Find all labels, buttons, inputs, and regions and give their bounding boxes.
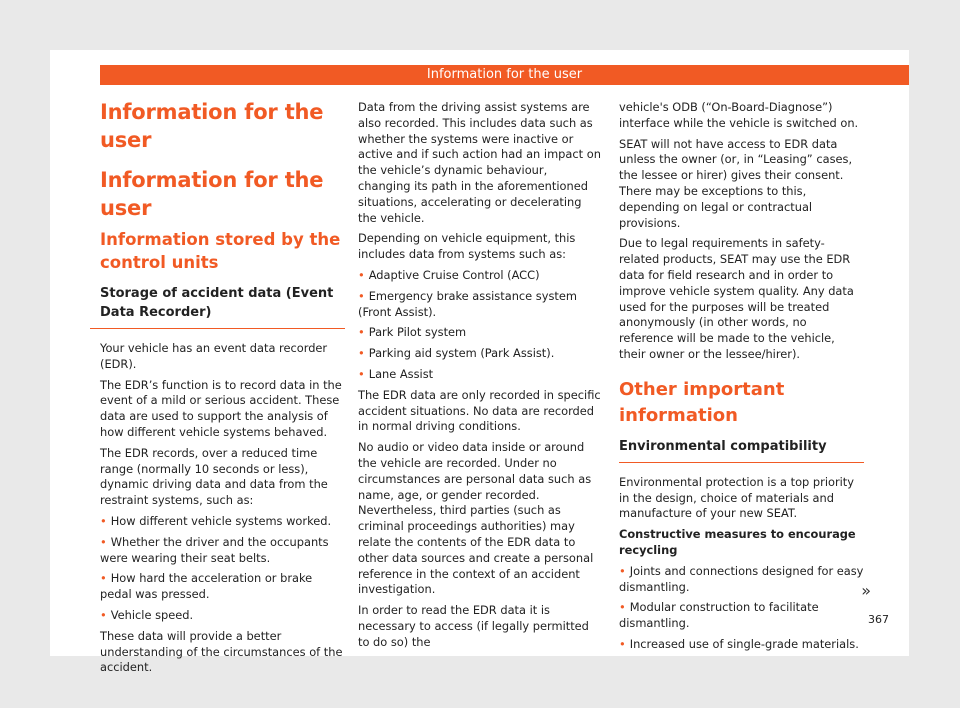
- list-item: • Modular construction to facilitate dismantling.: [619, 600, 864, 632]
- paragraph: In order to read the EDR data it is necessary to access (if legally permitted to do so) the: [358, 603, 589, 649]
- list-item: • Increased use of single-grade materials.: [619, 637, 864, 653]
- column-2: [358, 100, 603, 656]
- paragraph: Due to legal requirements in safety-related products, SEAT may use the EDR data for field research and in order to improve vehicle system quality. Any data used for the purposes will be treated anonymously (in other words, no reference will be made to the vehicle, their owner or the lessee/hirer).: [619, 236, 854, 361]
- list-item: • Lane Assist: [358, 367, 603, 383]
- list-item: • Adaptive Cruise Control (ACC): [358, 268, 603, 284]
- topic-title: Storage of accident data (Event Data Recorder): [90, 284, 345, 329]
- list-item: • How different vehicle systems worked.: [100, 514, 345, 530]
- page: [50, 50, 909, 675]
- paragraph: These data will provide a better understanding of the circumstances of the accident.: [100, 628, 343, 675]
- list-item: • How hard the acceleration or brake pedal was pressed.: [100, 571, 345, 603]
- paragraph: The EDR’s function is to record data in the event of a mild or serious accident. These data are used to support the analysis of how different vehicle systems behaved.: [100, 377, 342, 439]
- paragraph: vehicle's ODB (“On-Board-Diagnose”) interface while the vehicle is switched on.: [619, 100, 859, 130]
- paragraph: No audio or video data inside or around the vehicle are recorded. Under no circumstances are personal data such as name, age, or gender recorded. Nevertheless, third parties (such as criminal proceedings authorities) may relate the contents of the EDR data to other data sources and create a personal reference in the context of an accident investigation.: [358, 440, 594, 597]
- list-item: • Park Pilot system: [358, 325, 603, 341]
- column-1: [100, 98, 345, 681]
- paragraph: Your vehicle has an event data recorder (EDR).: [100, 341, 328, 371]
- list-item: • Joints and connections designed for easy dismantling.: [619, 564, 864, 596]
- running-header: Information for the user: [100, 65, 909, 85]
- paragraph: The EDR data are only recorded in specific accident situations. No data are recorded in normal driving conditions.: [358, 387, 601, 434]
- paragraph: Environmental protection is a top priority in the design, choice of materials and manufacture of your new SEAT.: [619, 474, 855, 521]
- paragraph: SEAT will not have access to EDR data unless the owner (or, in “Leasing” cases, the lessee or hirer) gives their consent. There may be exceptions to this, depending on legal or contractual provisions.: [619, 136, 853, 230]
- paragraph: The EDR records, over a reduced time range (normally 10 seconds or less), dynamic driving data and data from the restraint systems, such as:: [100, 445, 328, 508]
- subsection-title: Information stored by the control units: [100, 230, 341, 272]
- column-3: [619, 100, 864, 658]
- list-item: • Whether the driver and the occupants were wearing their seat belts.: [100, 535, 345, 567]
- topic-title: Environmental compatibility: [619, 437, 864, 463]
- paragraph: Depending on vehicle equipment, this includes data from systems such as:: [358, 231, 576, 262]
- list-item: • Emergency brake assistance system (Front Assist).: [358, 289, 603, 321]
- continued-arrow-icon: »: [861, 581, 871, 600]
- bold-heading: Constructive measures to encourage recycling: [619, 527, 856, 557]
- chapter-title: Information for the user: [100, 100, 324, 152]
- section-title: Other important information: [619, 378, 785, 426]
- section-title: Information for the user: [100, 168, 324, 220]
- list-item: • Vehicle speed.: [100, 608, 345, 624]
- paragraph: Data from the driving assist systems are also recorded. This includes data such as whether the systems were inactive or active and if such action had an impact on the vehicle’s dynamic behaviour, changing its path in the aforementioned situations, accelerating or decelerating the vehicle.: [358, 100, 601, 225]
- page-number: 367: [868, 613, 889, 626]
- list-item: • Parking aid system (Park Assist).: [358, 346, 603, 362]
